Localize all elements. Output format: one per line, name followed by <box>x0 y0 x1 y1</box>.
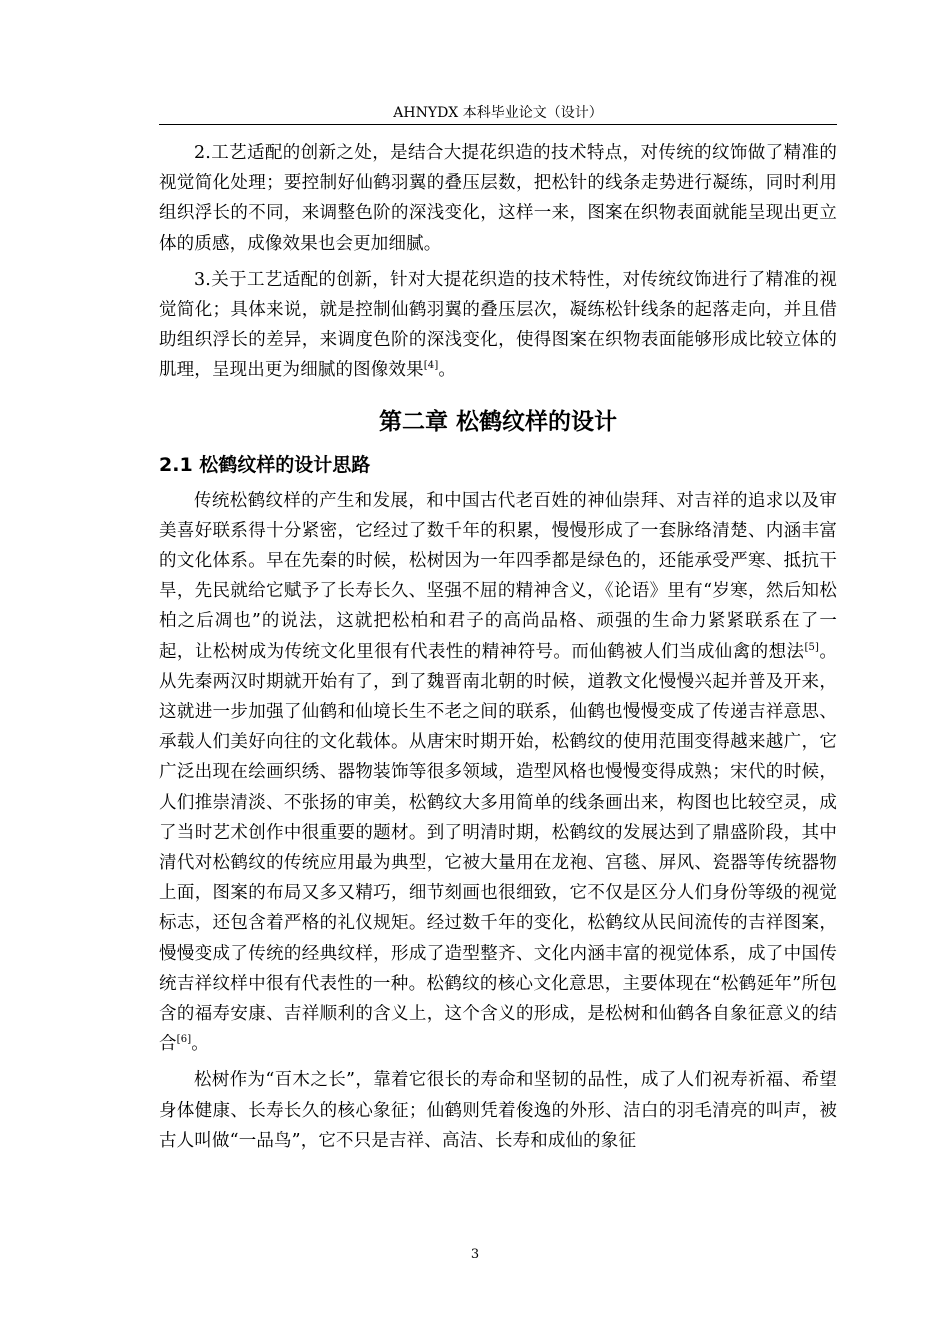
paragraph <box>159 138 837 259</box>
running-header: AHNYDX 本科毕业论文（设计） <box>393 105 603 121</box>
citation: [5] <box>804 641 820 653</box>
citation: [4] <box>423 360 439 372</box>
section-title: 2.1 松鹤纹样的设计思路 <box>159 453 371 476</box>
citation: [6] <box>176 1034 192 1046</box>
paragraph-text: 3.关于工艺适配的创新，针对大提花织造的技术特性，对传统纹饰进行了精准的视觉简化；具体来说，就是控制仙鹤羽翼的叠压层次，凝练松针线条的起落走向，并且借助组织浮长的差异，来调度色阶的深浅变化，使得图案在织物表面能够形成比较立体的肌理，呈现出更为细腻的图像效果 <box>159 269 837 381</box>
header-rule <box>159 124 837 125</box>
paragraph-text: 。从先秦两汉时期就开始有了，到了魏晋南北朝的时候，道教文化慢慢兴起并普及开来，这就进一步加强了仙鹤和仙境长生不老之间的联系，仙鹤也慢慢变成了传递吉祥意思、承载人们美好向往的文化载体。从唐宋时期开始，松鹤纹的使用范围变得越来越广，它广泛出现在绘画织绣、器物装饰等很多领域，造型风格也慢慢变得成熟；宋代的时候，人们推崇清淡、不张扬的审美，松鹤纹大多用简单的线条画出来，构图也比较空灵，成了当时艺术创作中很重要的题材。到了明清时期，松鹤纹的发展达到了鼎盛阶段，其中清代对松鹤纹的传统应用最为典型，它被大量用在龙袍、宫毯、屏风、瓷器等传统器物上面，图案的布局又多又精巧，细节刻画也很细致，它不仅是区分人们身份等级的视觉标志，还包含着严格的礼仪规矩。经过数千年的变化，松鹤纹从民间流传的吉祥图案，慢慢变成了传统的经典纹样，形成了造型整齐、文化内涵丰富的视觉体系，成了中国传统吉祥纹样中很有代表性的一种。松鹤纹的核心文化意思，主要体现在“松鹤延年”所包含的福寿安康、吉祥顺利的含义上，这个含义的形成，是松树和仙鹤各自象征意义的结合 <box>159 641 837 1055</box>
paragraph-text: 传统松鹤纹样的产生和发展，和中国古代老百姓的神仙崇拜、对吉祥的追求以及审美喜好联系得十分紧密，它经过了数千年的积累，慢慢形成了一套脉络清楚、内涵丰富的文化体系。早在先秦的时候，松树因为一年四季都是绿色的，还能承受严寒、抵抗干旱，先民就给它赋予了长寿长久、坚强不屈的精神含义，《论语》里有“岁寒，然后知松柏之后凋也”的说法，这就把松柏和君子的高尚品格、顽强的生命力紧紧联系在了一起，让松树成为传统文化里很有代表性的精神符号。而仙鹤被人们当成仙禽的想法 <box>159 490 837 662</box>
paragraph-text: 2.工艺适配的创新之处，是结合大提花织造的技术特点，对传统的纹饰做了精准的视觉简化处理；要控制好仙鹤羽翼的叠压层数，把松针的线条走势进行凝练，同时利用组织浮长的不同，来调整色阶的深浅变化，这样一来，图案在织物表面就能呈现出更立体的质感，成像效果也会更加细腻。 <box>159 143 837 254</box>
paragraph-tail: 。 <box>438 360 457 381</box>
paragraph <box>159 486 837 1060</box>
paragraph-text: 松树作为“百木之长”，靠着它很长的寿命和坚韧的品性，成了人们祝寿祈福、希望身体健康、长寿长久的核心象征；仙鹤则凭着俊逸的外形、洁白的羽毛清亮的叫声，被古人叫做“一品鸟”，它不只是吉祥、高洁、长寿和成仙的象征 <box>159 1070 837 1151</box>
body-text <box>159 138 837 1156</box>
page-number: 3 <box>470 1247 480 1262</box>
paragraph-tail: 。 <box>191 1034 209 1055</box>
paragraph <box>159 1065 837 1156</box>
chapter-title: 第二章 松鹤纹样的设计 <box>378 408 617 435</box>
paragraph <box>159 265 837 386</box>
